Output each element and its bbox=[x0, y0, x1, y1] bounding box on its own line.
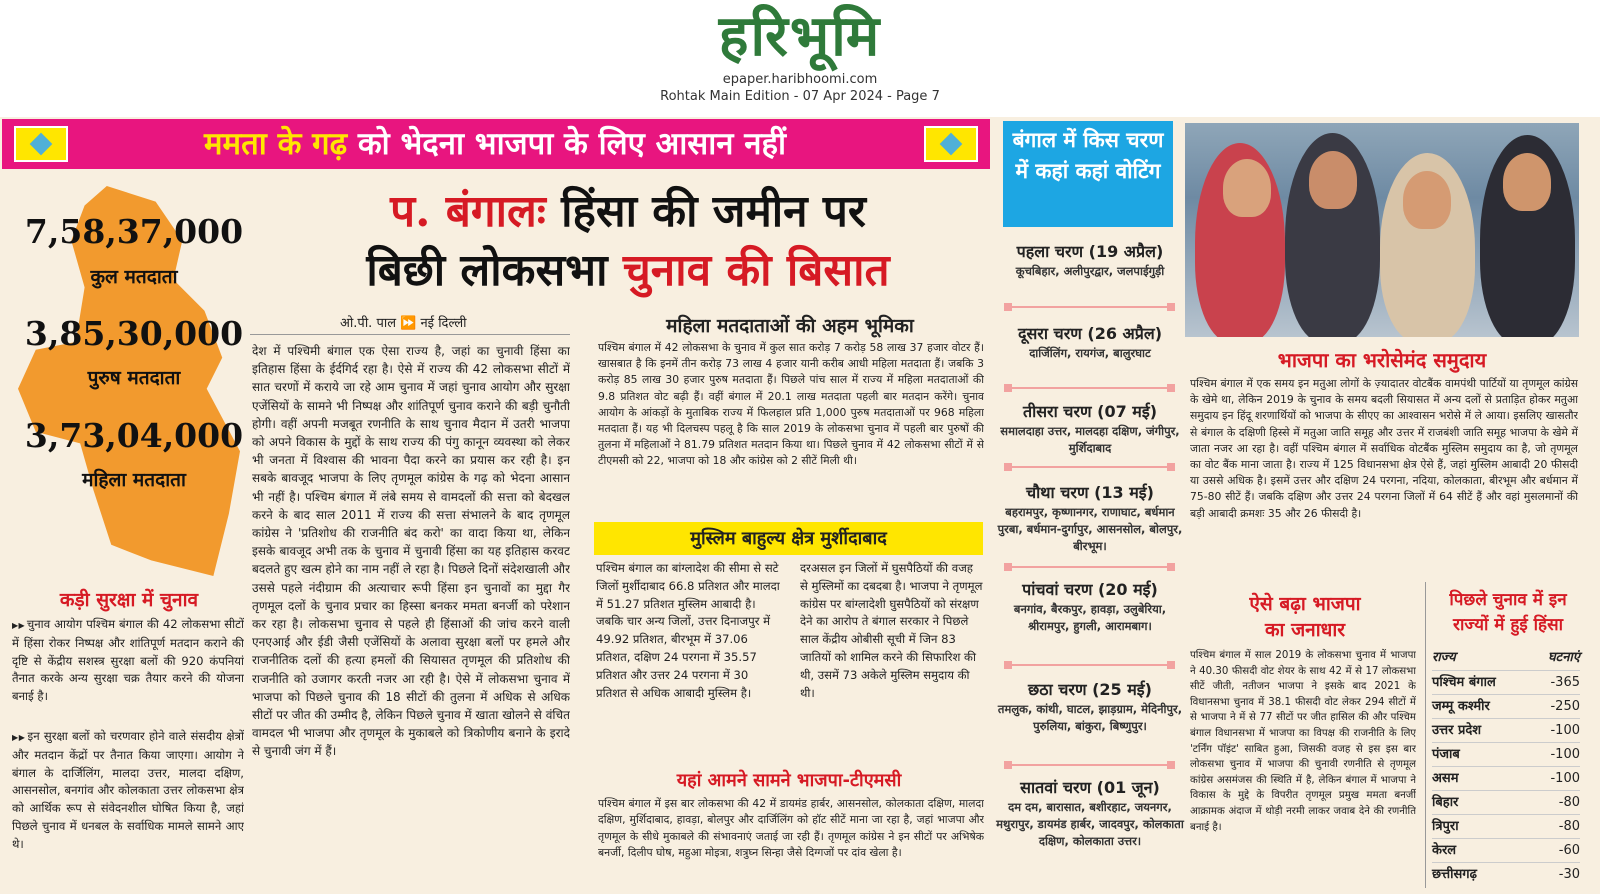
headline-rest-2: बिछी लोकसभा bbox=[366, 245, 623, 296]
phase-4-areas: बहरामपुर, कृष्णानगर, राणाघाट, बर्धमान पुरबा, बर्धमान-दुर्गापुर, आसनसोल, बोलपुर, बीरभूम। bbox=[997, 505, 1183, 553]
event-count: -100 bbox=[1550, 771, 1580, 786]
event-count: -30 bbox=[1558, 867, 1580, 882]
flag-icon bbox=[924, 126, 978, 162]
table-row bbox=[1432, 694, 1580, 718]
women-text: पश्चिम बंगाल में 42 लोकसभा के चुनाव में कुल सात करोड़ 7 करोड़ 58 लाख 37 हजार वोटर हैं। खासबात है कि इनमें तीन करोड़ 73 लाख 4 हजार यानी करीब आधी महिला मतदाता हैं। जबकि 3 करोड़ 85 लाख 30 हजार पुरुष मतदाता हैं। पिछले पांच साल में राज्य में महिला मतदाताओं की 9.8 प्रतिशत वोट बढ़ी हैं। वहीं बंगाल में 20.1 लाख मतदाता पहली बार मतदान करेंगे। चुनाव आयोग के आंकड़ों के मुताबिक राज्य में फिलहाल प्रति 1,000 पुरुष मतदाताओं पर 968 महिला मतदाता हैं। यह भी दिलचस्प पहलू है कि साल 2019 के लोकसभा चुनाव में पहली बार पुरुषों की तुलना में महिलाओं ने 81.79 प्रतिशत मतदान किया था। पिछले चुनाव में 42 लोकसभा सीटों में से टीएमसी को 22, भाजपा को 18 और कांग्रेस को 2 सीटें मिली थी। bbox=[598, 341, 984, 468]
flag-icon bbox=[14, 126, 68, 162]
muslim-title: मुस्लिम बाहुल्य क्षेत्र मुर्शीदाबाद bbox=[690, 528, 887, 549]
headline-rest-1: हिंसा की जमीन पर bbox=[545, 186, 866, 237]
phase-1-title: पहला चरण (19 अप्रैल) bbox=[1016, 242, 1164, 261]
main-headline-line1 bbox=[258, 184, 998, 240]
phase-2-title: दूसरा चरण (26 अप्रैल) bbox=[1017, 324, 1163, 343]
total-voters-label: कुल मतदाता bbox=[90, 266, 178, 288]
muslim-text-left: पश्चिम बंगाल का बांग्लादेश की सीमा से सटे जिलों मुर्शीदाबाद 66.8 प्रतिशत और मालदा में 51.27 प्रतिशत मुस्लिम आबादी है। जबकि चार अन्य जिलों, उत्तर दिनाजपुर में 49.92 प्रतिशत, बीरभूम में 37.06 प्रतिशत, दक्षिण 24 परगना में 35.57 प्रतिशत और उत्तर 24 परगना में 30 प्रतिशत से अधिक आबादी मुस्लिम है। bbox=[596, 561, 780, 700]
table-row bbox=[1432, 838, 1580, 862]
women-voters-photo bbox=[1185, 123, 1579, 337]
main-headline-line2 bbox=[258, 243, 998, 299]
table-row bbox=[1432, 790, 1580, 814]
voting-phases-title: बंगाल में किस चरण में कहां कहां वोटिंग bbox=[1003, 121, 1173, 227]
col-state-header: राज्य bbox=[1432, 650, 1456, 665]
violence-title: पिछले चुनाव में इन राज्यों में हुई हिंसा bbox=[1449, 590, 1567, 635]
phase-6-title: छठा चरण (25 मई) bbox=[1028, 680, 1152, 699]
face-shape bbox=[1503, 153, 1551, 211]
phase-5-areas: बनगांव, बैरकपुर, हावड़ा, उलुबेरिया, श्रीरामपुर, हुगली, आरामबाग। bbox=[1013, 602, 1167, 633]
growth-title-2: का जनाधार bbox=[1264, 619, 1346, 641]
growth-title-1: ऐसे बढ़ा भाजपा bbox=[1249, 593, 1361, 615]
column-divider bbox=[1425, 582, 1426, 888]
phase-7-title: सातवां चरण (01 जून) bbox=[1020, 778, 1160, 797]
byline: ओ.पी. पाल ⏩ नई दिल्ली bbox=[340, 316, 467, 331]
main-article-text: देश में पश्चिमी बंगाल एक ऐसा राज्य है, जहां का चुनावी हिंसा का इतिहास हिंसा के ईर्दगिर्द रहा है। ऐसे में राज्य की 42 लोकसभा सीटों में सात चरणों में कराये जा रहे आम चुनाव में जहां चुनाव आयोग और सुरक्षा एजेंसियों के सामने भी निष्पक्ष और शांतिपूर्ण चुनाव कराने की बड़ी चुनौती होगी। वहीं अपनी मजबूत रणनीति के साथ चुनाव मैदान में उतरी भाजपा को अपने विकास के मुद्दों के साथ राज्य की पंगु कानून व्यवस्था को लेकर भी जनता में विश्वास की भावना पैदा करने का प्रयास कर रही है। इन सबके बावजूद भाजपा के लिए तृणमूल कांग्रेस के गढ़ को भेदना आसान भी नहीं है। पश्चिम बंगाल में लंबे समय से वामदलों की सत्ता को बेदखल करने के बाद साल 2011 में राज्य की सत्ता संभालने के बाद तृणमूल कांग्रेस ने 'प्रतिशोध की राजनीति बंद करो' का वादा किया था, लेकिन इसके बावजूद अभी तक के चुनाव में चुनावी हिंसा का यह इतिहास करवट बदलते हुए खत्म होने का नाम नहीं ले रहा है। पिछले दिनों संदेशखाली और उससे पहले नंदीग्राम की अत्याचार रूपी हिंसा इन चुनावों का मुद्दा गैर तृणमूल दलों के चुनाव प्रचार का हिस्सा बनकर ममता बनर्जी को परेशान कर रहा है। लोकसभा चुनाव से पहले ही हिंसाओं की जांच करने वाली एनएआई और ईडी जैसी एजेंसियों के अलावा सुरक्षा बलों पर हमले और राजनीतिक दलों की हत्या हमलों की सियासत तृणमूल की प्रतिशोध की राजनीति को उजागर करती नजर आ रही है। ऐसे में लोकसभा चुनाव में भाजपा को पिछले चुनाव की 18 सीटों की तुलना में अधिक से अधिक सीटों पर जीत की उम्मीद है, लेकिन पिछले चुनाव में खाता खोलने से वंचित वामदल भी भाजपा और तृणमूल के मुकाबले को त्रिकोणीय बनाने के इरादे से चुनावी जंग में हैं। bbox=[252, 344, 570, 759]
state-name: पश्चिम बंगाल bbox=[1432, 675, 1496, 690]
phase-divider bbox=[1008, 664, 1171, 672]
phase-divider bbox=[1008, 387, 1171, 395]
table-row bbox=[1432, 766, 1580, 790]
male-voters-value: 3,85,30,000 bbox=[24, 314, 244, 353]
faceoff-text: पश्चिम बंगाल में इस बार लोकसभा की 42 में डायमंड हार्बर, आसनसोल, कोलकाता दक्षिण, मालदा दक्षिण, मुर्शिदाबाद, हावड़ा, बोलपुर और दार्जिलिंग को हॉट सीटें माना जा रहा है, जहां भाजपा और तृणमूल के सीधे मुकाबले की संभावनाएं जताई जा रही हैं। तृणमूल कांग्रेस ने इन सीटों पर अभिषेक बनर्जी, दिलीप घोष, महुआ मोइत्रा, शत्रुघ्न सिन्हा जैसे दिग्गजों पर दांव खेला है। bbox=[598, 797, 984, 860]
phase-1-areas: कूचबिहार, अलीपुरद्वार, जलपाईगुड़ी bbox=[1015, 264, 1165, 278]
face-shape bbox=[1309, 151, 1357, 209]
face-shape bbox=[1403, 171, 1451, 229]
phase-6-areas: तमलुक, कांथी, घाटल, झाड़ग्राम, मेदिनीपुर, पुरुलिया, बांकुरा, बिष्णुपुर। bbox=[997, 702, 1183, 733]
phase-5-title: पांचवां चरण (20 मई) bbox=[1022, 580, 1158, 599]
male-voters-label: पुरुष मतदाता bbox=[87, 367, 181, 389]
total-voters-value: 7,58,37,000 bbox=[24, 212, 244, 251]
trust-title: भाजपा का भरोसेमंद समुदाय bbox=[1277, 348, 1487, 372]
trust-text: पश्चिम बंगाल में एक समय इन मतुआ लोगों के ज़्यादातर वोटबैंक वामपंथी पार्टियों या तृणमूल कांग्रेस के खेमे था, लेकिन 2019 के चुनाव के समय बदली सियासत में अन्य दलों से प्रताड़ित होकर मतुआ समुदाय इन हिंदू शरणार्थियों को भाजपा के सीएए का आश्वासन भरोसे में ले आया। इसलिए खासतौर से बंगाल के दक्षिणी हिस्से में मतुआ जाति समूह और उत्तर में राजबंशी जाति समूह भाजपा के खेमे में जाता नजर आ रहा है। वहीं पश्चिम बंगाल में सर्वाधिक वोटबैंक मुस्लिम समुदाय का है, जो तृणमूल का वोट बैंक माना जाता है। राज्य में 125 विधानसभा क्षेत्र ऐसे हैं, जहां मुस्लिम आबादी 20 फीसदी या उससे अधिक है। इसमें उत्तर और दक्षिण 24 परगना, नदिया, कोलकाता, बीरभूम और बर्धमान में 75-80 सीटें हैं। जबकि दक्षिण और उत्तर 24 परगना जिलों में 64 सीटें हैं और वहां मुसलमानों की बड़ी आबादी क्रमशः 35 और 26 फीसदी है। bbox=[1190, 377, 1578, 520]
divider bbox=[250, 334, 570, 335]
security-title: कड़ी सुरक्षा में चुनाव bbox=[59, 589, 199, 611]
violence-table-header bbox=[1432, 646, 1580, 670]
state-name: असम bbox=[1432, 771, 1459, 786]
female-voters-label: महिला मतदाता bbox=[82, 469, 186, 491]
col-events-header: घटनाएं bbox=[1547, 650, 1580, 665]
women-title: महिला मतदाताओं की अहम भूमिका bbox=[666, 315, 914, 337]
event-count: -250 bbox=[1550, 699, 1580, 714]
table-row bbox=[1432, 670, 1580, 694]
event-count: -100 bbox=[1550, 723, 1580, 738]
event-count: -80 bbox=[1558, 795, 1580, 810]
event-count: -60 bbox=[1558, 843, 1580, 858]
masthead-logo: हरिभूमि bbox=[718, 3, 882, 69]
state-name: केरल bbox=[1432, 843, 1457, 858]
phase-divider bbox=[1008, 466, 1171, 474]
event-count: -100 bbox=[1550, 747, 1580, 762]
masthead-url[interactable]: epaper.haribhoomi.com bbox=[722, 72, 878, 87]
state-name: बिहार bbox=[1432, 795, 1459, 810]
banner-title bbox=[100, 119, 890, 169]
phase-4-title: चौथा चरण (13 मई) bbox=[1026, 483, 1154, 502]
headline-red-1: प. बंगालः bbox=[390, 186, 546, 237]
edition-info: Rohtak Main Edition - 07 Apr 2024 - Page 7 bbox=[660, 89, 940, 104]
table-row bbox=[1432, 862, 1580, 886]
security-para-2: ▶▶ इन सुरक्षा बलों को चरणवार होने वाले संसदीय क्षेत्रों और मतदान केंद्रों पर तैनात किया जाएगा। आयोग ने बंगाल के दार्जिलिंग, मालदा उत्तर, मालदा दक्षिण, आसनसोल, बनगांव और कोलकाता उत्तर लोकसभा क्षेत्र को आर्थिक रूप से संवेदनशील घोषित किया है, जहां पिछले चुनाव में धनबल के सर्वाधिक मामले सामने आए थे। bbox=[12, 728, 244, 890]
table-row bbox=[1432, 742, 1580, 766]
state-name: जम्मू कश्मीर bbox=[1432, 699, 1490, 714]
security-para-1: ▶▶ चुनाव आयोग पश्चिम बंगाल की 42 लोकसभा सीटों में हिंसा रोकर निष्पक्ष और शांतिपूर्ण मतदान कराने की दृष्टि से केंद्रीय सशस्त्र सुरक्षा बलों की 920 कंपनियां तैनात करके अन्य सुरक्षा चक्र तैयार करने की योजना बनाई है। bbox=[12, 616, 244, 722]
state-name: पंजाब bbox=[1432, 747, 1460, 762]
table-row bbox=[1432, 718, 1580, 742]
state-name: उत्तर प्रदेश bbox=[1432, 723, 1482, 738]
female-voters-value: 3,73,04,000 bbox=[24, 416, 244, 455]
headline-red-2: चुनाव की बिसात bbox=[622, 245, 890, 296]
event-count: -365 bbox=[1550, 675, 1580, 690]
banner-rest: को भेदना भाजपा के लिए आसान नहीं bbox=[347, 126, 786, 162]
phase-divider bbox=[1008, 306, 1171, 314]
phase-divider bbox=[1008, 566, 1171, 574]
phase-2-areas: दार्जिलिंग, रायगंज, बालुरघाट bbox=[1029, 346, 1151, 360]
faceoff-title: यहां आमने सामने भाजपा-टीएमसी bbox=[676, 770, 902, 791]
face-shape bbox=[1223, 159, 1271, 217]
event-count: -80 bbox=[1558, 819, 1580, 834]
phase-3-areas: समालदाहा उत्तर, मालदहा दक्षिण, जंगीपुर, मुर्शिदाबाद bbox=[1000, 424, 1180, 455]
phase-divider bbox=[1008, 764, 1171, 772]
table-row bbox=[1432, 814, 1580, 838]
state-name: छत्तीसगढ़ bbox=[1432, 867, 1477, 882]
state-name: त्रिपुरा bbox=[1432, 819, 1459, 834]
phase-3-title: तीसरा चरण (07 मई) bbox=[1022, 402, 1158, 421]
growth-text: पश्चिम बंगाल में साल 2019 के लोकसभा चुनाव में भाजपा ने 40.30 फीसदी वोट शेयर के साथ 42 में से 17 लोकसभा सीटें जीती, नतीजन भाजपा ने इसके बाद 2021 के विधानसभा चुनाव में 38.1 फीसदी वोट लेकर 294 सीटों में से भाजपा ने में से 77 सीटों पर जीत हासिल की और पश्चिम बंगाल विधानसभा में भाजपा का विपक्ष की राजनीति के लिए 'टर्निंग पॉइंट' साबित हुआ, जिसकी वजह से इस इस बार लोकसभा चुनाव में भाजपा की चुनावी रणनीति से तृणमूल कांग्रेस असमंजस की स्थिति में है, लेकिन बंगाल में भाजपा ने विकास के मुद्दे के विपरीत तृणमूल प्रमुख ममता बनर्जी आक्रामक अंदाज में थोड़ी नरमी लाकर जवाब देने की रणनीति बनाई है। bbox=[1190, 650, 1416, 833]
muslim-text-right: दरअसल इन जिलों में घुसपैठियों की वजह से मुस्लिमों का दबदबा है। भाजपा ने तृणमूल कांग्रेस पर बांग्लादेशी घुसपैठियों को संरक्षण देने का आरोप ते बंगाल सरकार ने पिछले साल केंद्रीय ओबीसी सूची में जिन 83 जातियों को शामिल करने की सिफारिश की थी, उसमें 73 अकेले मुस्लिम समुदाय की थी। bbox=[800, 561, 983, 700]
phase-7-areas: दम दम, बारासात, बशीरहाट, जयनगर, मथुरापुर, डायमंड हार्बर, जादवपुर, कोलकाता दक्षिण, कोलकाता उत्तर। bbox=[996, 800, 1184, 848]
banner-highlight: ममता के गढ़ bbox=[204, 126, 348, 162]
